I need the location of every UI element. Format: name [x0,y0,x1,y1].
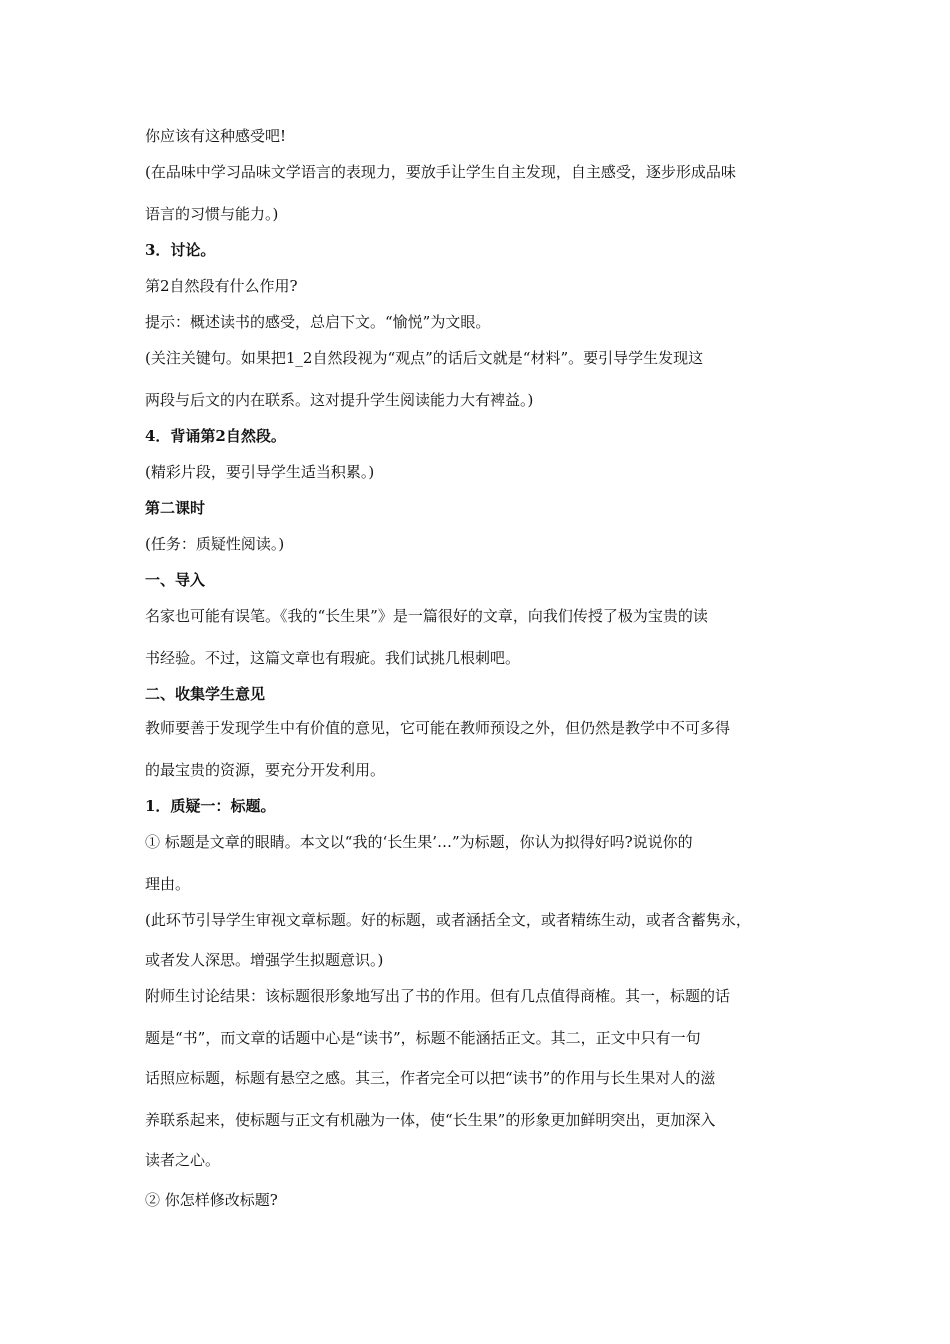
heading-second-lesson: 第二课时 [145,499,206,517]
line-23: 或者发人深思。增强学生拟题意识。) [145,951,384,969]
line-28: 读者之心。 [145,1151,221,1169]
line-6: 提示：概述读书的感受，总启下文。“愉悦”为文眼。 [145,313,491,331]
line-22: (此环节引导学生审视文章标题。好的标题，或者涵括全文，或者精练生动，或者含蓄隽永， [145,911,751,929]
heading-collect-opinions: 二、收集学生意见 [145,685,266,703]
heading-discussion: 3．讨论。 [145,241,216,259]
line-5: 第2自然段有什么作用? [145,277,298,295]
line-14: 名家也可能有误笔。《我的“长生果”》是一篇很好的文章，向我们传授了极为宝贵的读 [145,607,708,625]
heading-recite: 4．背诵第2自然段。 [145,427,286,445]
line-24: 附师生讨论结果：该标题很形象地写出了书的作用。但有几点值得商榷。其一，标题的话 [145,987,731,1005]
line-21: 理由。 [145,875,191,893]
line-27: 养联系起来，使标题与正文有机融为一体，使“长生果”的形象更加鲜明突出，更加深入 [145,1111,716,1129]
line-8: 两段与后文的内在联系。这对提升学生阅读能力大有裨益。) [145,391,534,409]
line-25: 题是“书”，而文章的话题中心是“读书”，标题不能涵括正文。其二，正文中只有一句 [145,1029,701,1047]
line-10: (精彩片段，要引导学生适当积累。) [145,463,375,481]
line-12: (任务：质疑性阅读。) [145,535,285,553]
line-20: ① 标题是文章的眼睛。本文以“我的‘长生果’…”为标题，你认为拟得好吗?说说你的 [145,833,693,851]
line-18: 的最宝贵的资源，要充分开发利用。 [145,761,386,779]
line-1: 你应该有这种感受吧! [145,127,287,145]
line-3: 语言的习惯与能力。) [145,205,279,223]
line-15: 书经验。不过，这篇文章也有瑕疵。我们试挑几根刺吧。 [145,649,521,667]
line-26: 话照应标题，标题有悬空之感。其三，作者完全可以把“读书”的作用与长生果对人的滋 [145,1069,716,1087]
heading-question-title: 1．质疑一：标题。 [145,797,276,815]
heading-intro: 一、导入 [145,571,206,589]
line-2: (在品味中学习品味文学语言的表现力，要放手让学生自主发现，自主感受，逐步形成品味 [145,163,736,181]
line-17: 教师要善于发现学生中有价值的意见，它可能在教师预设之外，但仍然是教学中不可多得 [145,719,731,737]
line-7: (关注关键句。如果把1_2自然段视为“观点”的话后文就是“材料”。要引导学生发现这 [145,349,704,367]
line-29: ② 你怎样修改标题? [145,1191,278,1209]
